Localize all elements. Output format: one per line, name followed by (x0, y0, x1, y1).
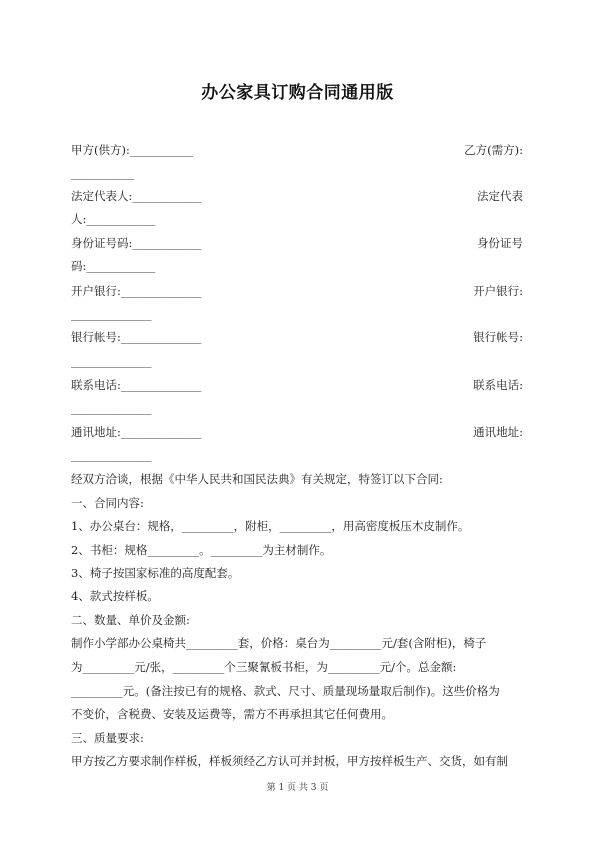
contract-clause: 4、款式按样板。 (71, 589, 159, 603)
section-heading: 二、数量、单价及金额: (71, 613, 190, 627)
party-a-field: 甲方(供方):___________ (71, 143, 194, 157)
party-a-field: 开户银行:______________ (71, 284, 202, 298)
party-a-field: 银行帐号:______________ (71, 330, 202, 344)
party-b-field: 开户银行: (473, 284, 523, 298)
section-heading: 一、合同内容: (71, 496, 144, 510)
page-number-footer: 第 1 页 共 3 页 (266, 783, 329, 793)
party-b-field: 法定代表 (477, 189, 523, 203)
party-b-field: 身份证号 (477, 236, 523, 250)
contract-clause: 3、椅子按国家标准的高度配套。 (71, 566, 240, 580)
party-row-continuation: ______________ (71, 448, 152, 462)
contract-paragraph-line: 甲方按乙方要求制作样板，样板须经乙方认可并封板，甲方按样板生产、交货，如有制 (71, 754, 508, 768)
party-a-field: 通讯地址:______________ (71, 425, 202, 439)
contract-paragraph-line: 制作小学部办公桌椅共_________套，价格：桌台为_________元/套(含附柜)，椅子 (71, 636, 487, 650)
party-row-address (71, 425, 523, 439)
contract-clause: 2、书柜：规格_________。_________为主材制作。 (71, 543, 332, 557)
party-row-continuation: 码:____________ (71, 259, 156, 273)
contract-paragraph-line: 不变价，含税费、安装及运费等，需方不再承担其它任何费用。 (71, 707, 393, 721)
party-row-continuation: ______________ (71, 354, 152, 368)
party-b-field: 联系电话: (473, 378, 523, 392)
party-b-field: 银行帐号: (473, 330, 523, 344)
party-row-account (71, 330, 523, 344)
party-b-field: 通讯地址: (473, 425, 523, 439)
party-b-field: 乙方(需方): (464, 143, 523, 157)
party-row-supplier (71, 143, 523, 157)
party-row-legal-rep (71, 189, 523, 203)
section-heading: 三、质量要求: (71, 731, 144, 745)
party-row-id-number (71, 236, 523, 250)
contract-paragraph-line: 为_________元/张，_________个三聚氰板书柜，为_________元/个。总金额: (71, 660, 457, 674)
party-row-continuation: ___________ (71, 166, 135, 180)
party-row-bank (71, 284, 523, 298)
contract-paragraph-line: _________元。(备注按已有的规格、款式、尺寸、质量现场量取后制作)。这些价格为 (71, 684, 500, 698)
party-a-field: 法定代表人:____________ (71, 189, 202, 203)
contract-intro: 经双方洽谈，根据《中华人民共和国民法典》有关规定，特签订以下合同: (71, 472, 443, 486)
party-row-continuation: ______________ (71, 401, 152, 415)
party-row-continuation: 人:____________ (71, 212, 156, 226)
party-a-field: 身份证号码:____________ (71, 236, 202, 250)
party-row-phone (71, 378, 523, 392)
party-row-continuation: ______________ (71, 307, 152, 321)
page-title: 办公家具订购合同通用版 (201, 83, 394, 103)
party-a-field: 联系电话:______________ (71, 378, 202, 392)
contract-clause: 1、办公桌台：规格，_________，附柜，_________，用高密度板压木皮制作。 (71, 519, 470, 533)
